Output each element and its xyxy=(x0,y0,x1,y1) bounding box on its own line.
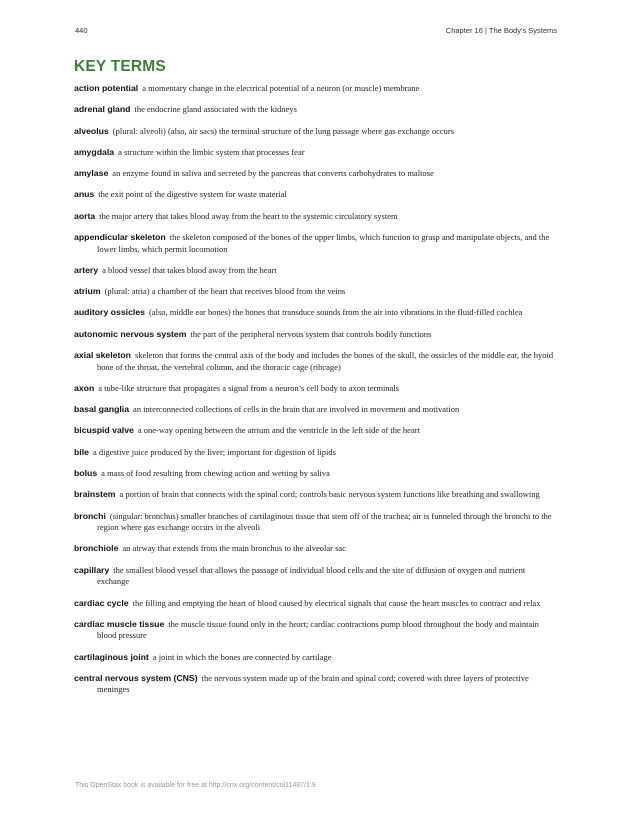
glossary-definition: an interconnected collections of cells in the brain that are involved in movement and motivation xyxy=(133,404,460,415)
glossary-entry xyxy=(74,104,558,116)
glossary-entry xyxy=(74,404,558,416)
glossary-definition: a structure within the limbic system that processes fear xyxy=(118,146,305,157)
glossary-entry xyxy=(74,83,558,95)
glossary-term: bicuspid valve xyxy=(74,425,134,436)
glossary-definition: a portion of brain that connects with the spinal cord; controls basic nervous system functions like breathing and swallowing xyxy=(119,489,540,500)
glossary-definition: the muscle tissue found only in the heart; cardiac contractions pump blood throughout the body and maintain blood pressure xyxy=(97,618,539,641)
glossary-term: auditory ossicles xyxy=(74,307,145,318)
glossary-term: basal ganglia xyxy=(74,404,130,415)
glossary-entry xyxy=(74,286,558,298)
glossary-definition: the skeleton composed of the bones of the upper limbs, which function to grasp and manipulate objects, and the lower limbs, which permit locomotion xyxy=(97,232,550,254)
glossary-term: bile xyxy=(74,446,89,457)
glossary-entry xyxy=(74,265,558,277)
glossary-definition: a momentary change in the electrical potential of a neuron (or muscle) membrane xyxy=(142,83,420,93)
glossary-term: atrium xyxy=(74,286,101,297)
glossary-definition: the smallest blood vessel that allows the passage of individual blood cells and the site of diffusion of oxygen and nutrient exchange xyxy=(97,564,526,587)
glossary-definition: a blood vessel that takes blood away from the heart xyxy=(102,264,277,275)
glossary-term: appendicular skeleton xyxy=(74,232,166,243)
glossary-entry xyxy=(74,425,558,437)
glossary-term: bolus xyxy=(74,468,98,479)
glossary-term: autonomic nervous system xyxy=(74,328,187,339)
glossary-term: aorta xyxy=(74,210,96,221)
glossary-term: anus xyxy=(74,189,95,200)
glossary-term: cartilaginous joint xyxy=(74,651,149,662)
glossary-entry xyxy=(74,598,558,610)
glossary-entry xyxy=(74,543,558,555)
page-number: 440 xyxy=(75,26,88,35)
glossary-entry xyxy=(74,511,558,534)
glossary-entry xyxy=(74,350,558,373)
glossary-entry xyxy=(74,329,558,341)
glossary-definition: (plural: atria) a chamber of the heart that receives blood from the veins xyxy=(104,286,346,297)
glossary-definition: (singular: bronchus) smaller branches of cartilaginous tissue that stem off of the trachea; air is funneled through the bronchi to the region where gas exchange occurs in the alveoli xyxy=(97,510,552,533)
glossary-term: adrenal gland xyxy=(74,104,131,115)
glossary-definition: the nervous system made up of the brain and spinal cord; covered with three layers of protective meninges xyxy=(97,672,529,695)
glossary-definition: (also, middle ear bones) the bones that transduce sounds from the air into vibrations in the fluid-filled cochlea xyxy=(148,307,523,318)
glossary-definition: an enzyme found in saliva and secreted by the pancreas that converts carbohydrates to maltose xyxy=(112,168,434,179)
running-head: Chapter 16 | The Body's Systems xyxy=(445,26,557,35)
glossary-term: brainstem xyxy=(74,489,116,500)
glossary-definition: a mass of food resulting from chewing action and wetting by saliva xyxy=(101,468,330,479)
glossary-definition: skeleton that forms the central axis of the body and includes the bones of the skull, the ossicles of the middle ear, the hyoid bone of the throat, the vertebral column, and the thoracic cage (ribcage) xyxy=(97,350,554,372)
glossary-definition: a one-way opening between the atrium and the ventricle in the left side of the heart xyxy=(137,425,420,436)
glossary-definition: a tube-like structure that propagates a signal from a neuron’s cell body to axon terminals xyxy=(98,382,399,393)
glossary-entry xyxy=(74,565,558,588)
glossary-term: central nervous system (CNS) xyxy=(74,672,198,683)
glossary-entry xyxy=(74,383,558,395)
glossary-entry xyxy=(74,673,558,696)
glossary-term: alveolus xyxy=(74,125,109,136)
glossary-entry xyxy=(74,468,558,480)
glossary-list xyxy=(74,83,558,706)
glossary-entry xyxy=(74,652,558,664)
glossary-definition: the exit point of the digestive system for waste material xyxy=(98,189,287,200)
glossary-term: axial skeleton xyxy=(74,350,131,361)
section-title: KEY TERMS xyxy=(74,58,166,75)
glossary-entry xyxy=(74,147,558,159)
glossary-definition: a joint in which the bones are connected by cartilage xyxy=(152,651,332,662)
glossary-entry xyxy=(74,168,558,180)
glossary-entry xyxy=(74,489,558,501)
glossary-entry xyxy=(74,307,558,319)
glossary-entry xyxy=(74,232,558,255)
glossary-term: artery xyxy=(74,264,99,275)
glossary-term: amygdala xyxy=(74,146,115,157)
glossary-definition: the endocrine gland associated with the kidneys xyxy=(134,104,297,115)
glossary-definition: a digestive juice produced by the liver; important for digestion of lipids xyxy=(92,446,336,457)
glossary-term: bronchi xyxy=(74,510,106,521)
glossary-term: cardiac muscle tissue xyxy=(74,618,165,629)
glossary-entry xyxy=(74,211,558,223)
footer-note: This OpenStax book is available for free at http://cnx.org/content/col11487/1.9 xyxy=(75,782,316,789)
glossary-definition: the filling and emptying the heart of blood caused by electrical signals that cause the heart muscles to contract and relax xyxy=(132,597,541,608)
glossary-definition: (plural: alveoli) (also, air sacs) the terminal structure of the lung passage where gas exchange occurs xyxy=(112,125,455,136)
glossary-definition: the part of the peripheral nervous system that controls bodily functions xyxy=(190,328,432,339)
glossary-term: axon xyxy=(74,382,95,393)
glossary-definition: the major artery that takes blood away from the heart to the systemic circulatory system xyxy=(99,210,398,221)
glossary-entry xyxy=(74,447,558,459)
glossary-entry xyxy=(74,619,558,642)
glossary-term: cardiac cycle xyxy=(74,597,129,608)
glossary-term: amylase xyxy=(74,168,109,179)
glossary-definition: an airway that extends from the main bronchus to the alveolar sac xyxy=(122,543,346,554)
glossary-entry xyxy=(74,189,558,201)
glossary-entry xyxy=(74,126,558,138)
glossary-term: bronchiole xyxy=(74,543,119,554)
glossary-term: action potential xyxy=(74,83,139,93)
glossary-term: capillary xyxy=(74,564,110,575)
